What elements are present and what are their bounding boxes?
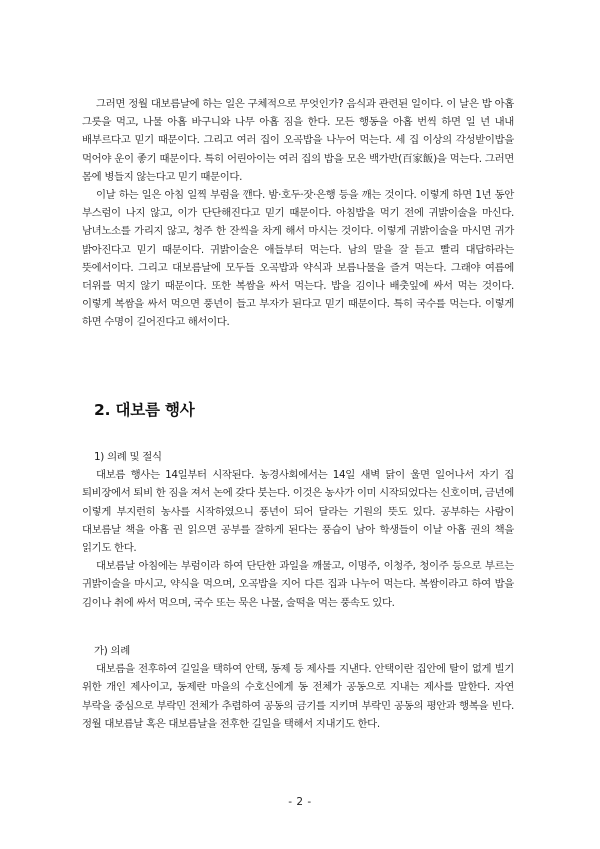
body-paragraph: 이날 하는 일은 아침 일찍 부럼을 깬다. 밤·호두·잣·은행 등을 깨는 것이다. 이렇게 하면 1년 동안 부스럼이 나지 않고, 이가 단단해진다고 믿기 때문이다. 아침밥을 먹기 전에 귀밝이술을 마신다. 남녀노소를 가리지 않고, 청주 한 잔씩을 차게 해서 마시는 것이다. 이렇게 귀밝이술을 마시면 귀가 밝아진다고 믿기 때문이다. 귀밝이술은 애들부터 먹는다. 남의 말을 잘 듣고 빨리 대답하라는 뜻에서이다. 그리고 대보름날에 모두들 오곡밥과 약식과 보름나물을 즐겨 먹는다. 그래야 여름에 더위를 먹지 않기 때문이다. 또한 복쌈을 싸서 먹는다. 밥을 김이나 배춧잎에 싸서 먹는 것이다. 이렇게 복쌈을 싸서 먹으면 풍년이 들고 부자가 된다고 믿기 때문이다. 특히 국수를 먹는다. 이렇게 하면 수명이 길어진다고 해서이다. xyxy=(82,189,514,329)
body-paragraph: 대보름날 아침에는 부럼이라 하여 단단한 과일을 깨물고, 이명주, 이청주, 청이주 등으로 부르는 귀밝이술을 마시고, 약식을 먹으며, 오곡밥을 지어 다른 집과 나누어 먹는다. 복쌈이라고 하여 밥을 김이나 취에 싸서 먹으며, 국수 또는 묵은 나물, 술떡을 먹는 풍속도 있다. xyxy=(82,560,514,609)
body-paragraph: 대보름을 전후하여 길일을 택하여 안택, 동제 등 제사를 지낸다. 안택이란 집안에 탈이 없게 빌기 위한 개인 제사이고, 동제란 마을의 수호신에게 동 전체가 공동으로 지내는 제사를 말한다. 자연 부락을 중심으로 부락민 전체가 추렴하여 공동의 금기를 지키며 부락민 공동의 평안과 행복을 빈다. 정월 대보름날 혹은 대보름날을 전후한 길일을 택해서 지내기도 한다. xyxy=(82,663,514,730)
section2-body xyxy=(82,448,514,612)
body-paragraph: 그러면 정월 대보름날에 하는 일은 구체적으로 무엇인가? 음식과 관련된 일이다. 이 날은 밥 아홉 그릇을 먹고, 나물 아홉 바구니와 나무 아홉 짐을 한다. 모든 행동을 아홉 번씩 하면 일 년 내내 배부르다고 믿기 때문이다. 그리고 여러 집이 오곡밥을 나누어 먹는다. 세 집 이상의 각성받이밥을 먹어야 운이 좋기 때문이다. 특히 어린아이는 여러 집의 밥을 모은 백가반(百家飯)을 먹는다. 그러면 몸에 병들지 않는다고 믿기 때문이다. xyxy=(82,98,514,183)
subsection-title: 가) 의례 xyxy=(94,645,130,657)
section1-body xyxy=(82,95,514,332)
section2-sub2 xyxy=(82,642,514,733)
body-paragraph: 대보름 행사는 14일부터 시작된다. 농경사회에서는 14일 새벽 닭이 울면 일어나서 자기 집 퇴비장에서 퇴비 한 짐을 져서 논에 갖다 붓는다. 이것은 농사가 이미 시작되었다는 신호이며, 금년에 이렇게 부지런히 농사를 시작하였으니 풍년이 되어 달라는 기원의 뜻도 있다. 공부하는 사람이 대보름날 책을 아홉 권 읽으면 공부를 잘하게 된다는 풍습이 남아 학생들이 이날 아홉 권의 책을 읽기도 한다. xyxy=(82,469,514,555)
page-number: - 2 - xyxy=(288,796,312,808)
section-heading: 2. 대보름 행사 xyxy=(94,401,195,419)
subsection-title: 1) 의례 및 절식 xyxy=(94,451,162,463)
